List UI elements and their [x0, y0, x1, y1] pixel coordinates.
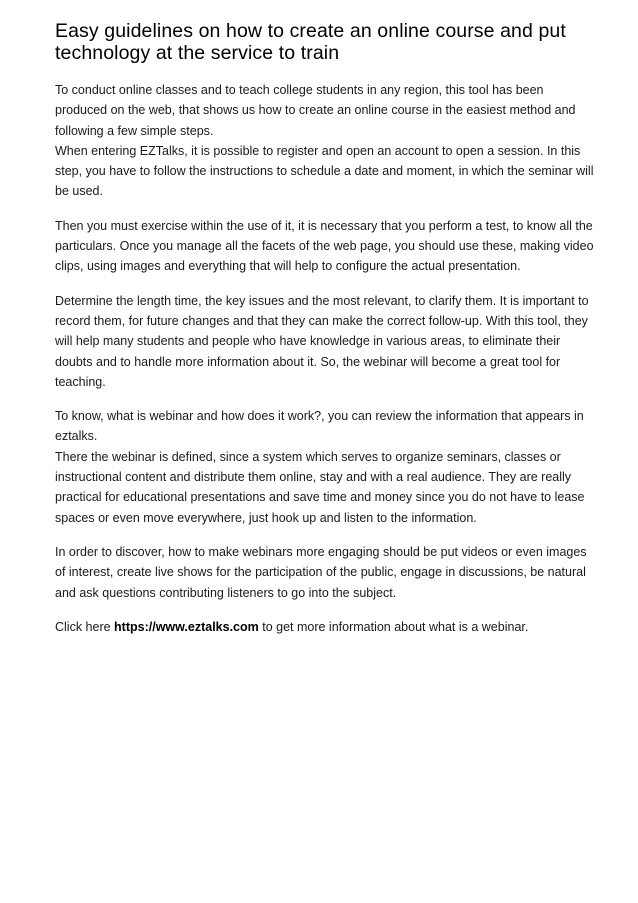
paragraph-closing — [55, 617, 595, 637]
document-page — [55, 20, 595, 651]
paragraph-line: Then you must exercise within the use of it, it is necessary that you perform a test, to know all the particulars. Once you manage all the facets of the web page, you should use these, making video clips, using images and everything that will help to configure the actual presentation. — [55, 218, 594, 274]
paragraph-webinar — [55, 406, 595, 528]
paragraph-exercise — [55, 216, 595, 277]
paragraph-line: To conduct online classes and to teach college students in any region, this tool has been produced on the web, that shows us how to create an online course in the easiest method and following a few simple steps. — [55, 83, 576, 138]
paragraph-length — [55, 291, 595, 392]
closing-prefix: Click here — [55, 619, 115, 634]
eztalks-link[interactable]: https://www.eztalks.com — [114, 619, 259, 634]
paragraph-line: In order to discover, how to make webinars more engaging should be put videos or even images of interest, create live shows for the participation of the public, engage in discussions, be natural and ask questions contributing listeners to go into the subject. — [55, 544, 587, 600]
paragraph-engaging — [55, 542, 595, 603]
page-title: Easy guidelines on how to create an online course and put technology at the service to train — [55, 20, 566, 64]
paragraph-line: To know, what is webinar and how does it work?, you can review the information that appears in eztalks. — [55, 409, 584, 444]
paragraph-line: When entering EZTalks, it is possible to register and open an account to open a session. In this step, you have to follow the instructions to schedule a date and moment, in which the seminar will be used. — [55, 143, 594, 199]
closing-suffix: to get more information about what is a webinar. — [258, 619, 529, 634]
paragraph-intro — [55, 80, 595, 202]
paragraph-line: Determine the length time, the key issues and the most relevant, to clarify them. It is important to record them, for future changes and that they can make the correct follow-up. With this tool, they will help many students and people who have knowledge in various areas, to eliminate their doubts and to handle more information about it. So, the webinar will become a great tool for teaching. — [55, 293, 589, 389]
paragraph-line: There the webinar is defined, since a system which serves to organize seminars, classes or instructional content and distribute them online, stay and with a real audience. They are really practical for educational presentations and save time and money since you do not have to lease spaces or even move everywhere, just hook up and listen to the information. — [55, 449, 585, 525]
